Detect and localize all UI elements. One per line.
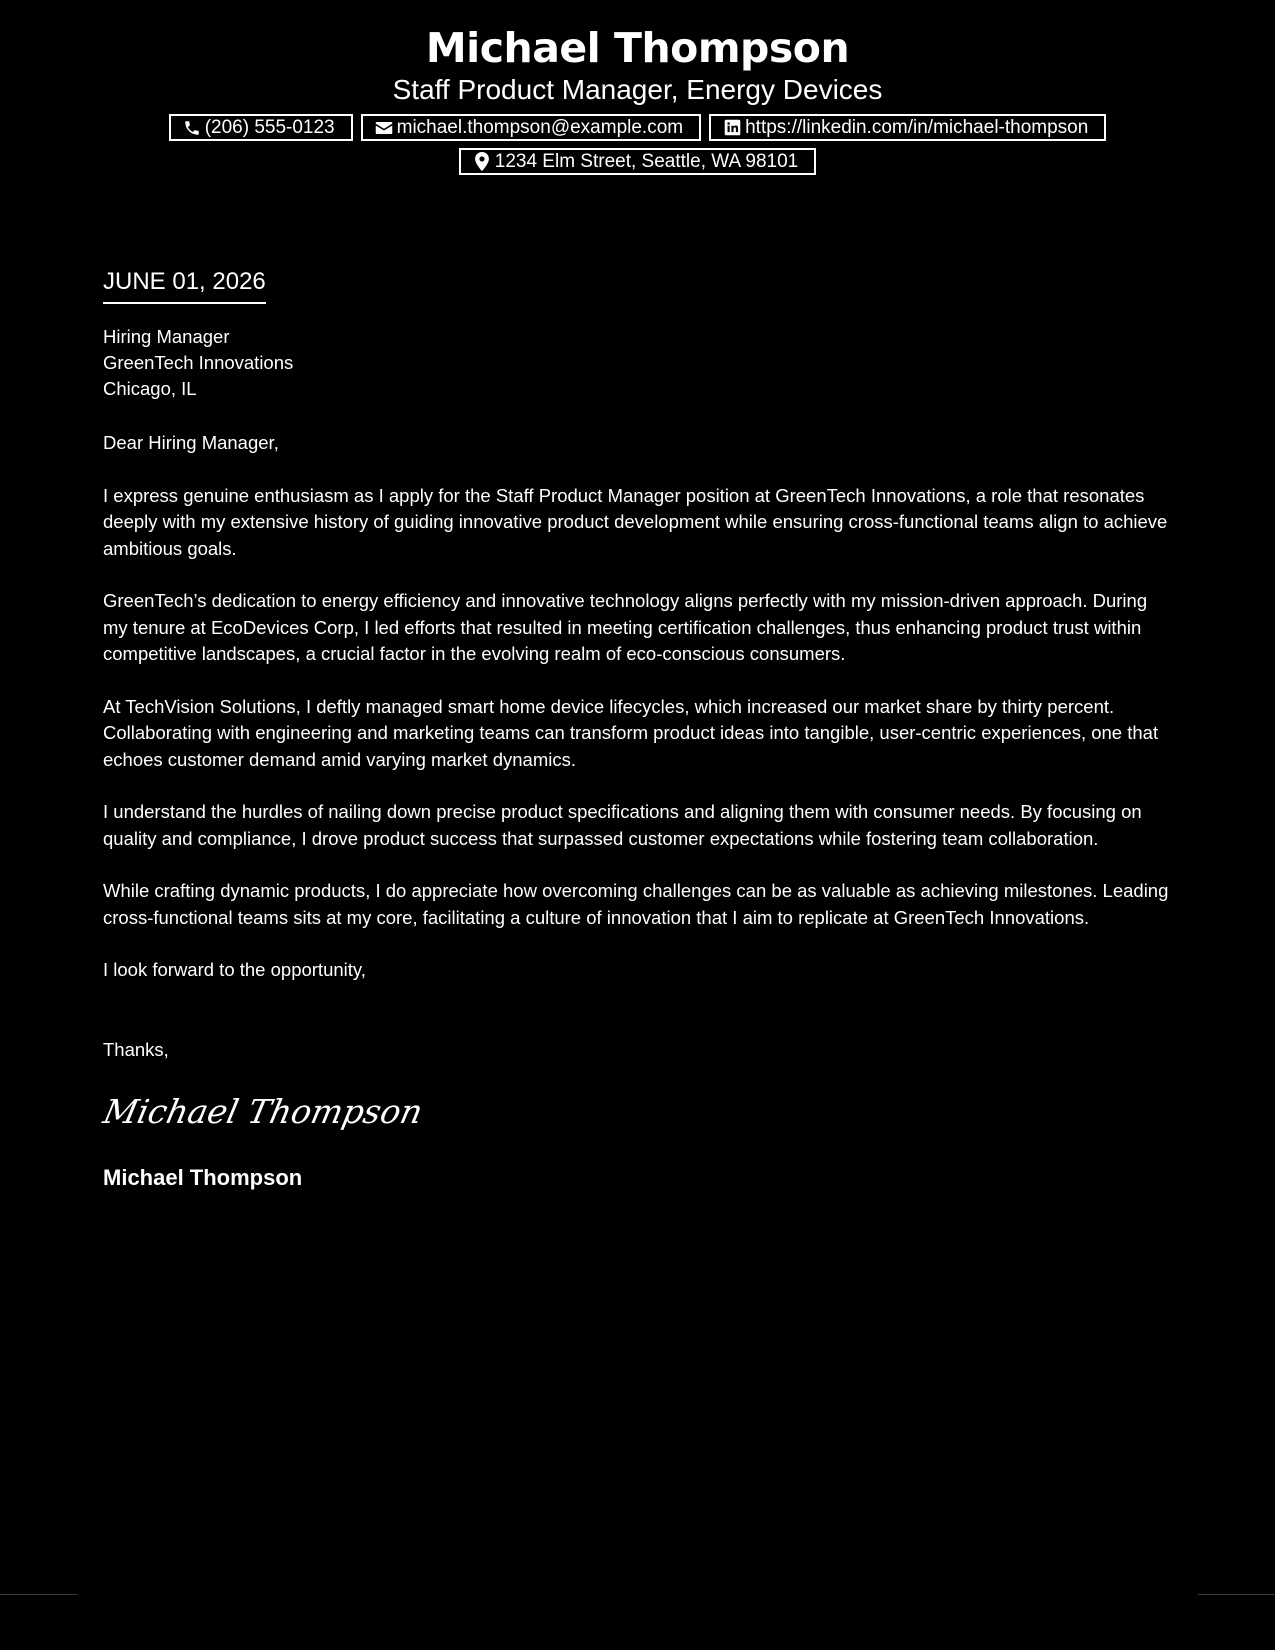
body-paragraph: At TechVision Solutions, I deftly managed smart home device lifecycles, which increased our market share by thirty percent. Collaborating with engineering and marketing teams can transform product ideas into tangible, user-centric experiences, one that echoes customer demand amid varying market dynamics. <box>103 695 1159 770</box>
body-paragraph: While crafting dynamic products, I do appreciate how overcoming challenges can be as valuable as achieving milestones. Leading cross-functional teams sits at my core, facilitating a culture of innovation that I aim to replicate at GreenTech Innovations. <box>103 880 1169 928</box>
contact-row <box>0 114 1275 141</box>
phone-chip[interactable] <box>169 114 353 141</box>
address-text: 1234 Elm Street, Seattle, WA 98101 <box>494 150 799 172</box>
contact-row-2 <box>0 148 1275 175</box>
recipient-line: GreenTech Innovations <box>103 352 294 373</box>
email-text: michael.thompson@example.com <box>396 116 684 138</box>
letter-date: JUNE 01, 2026 <box>103 266 266 304</box>
footer-rule-right <box>1198 1594 1275 1595</box>
letter-header <box>0 22 1275 175</box>
recipient-line: Chicago, IL <box>103 378 197 399</box>
signed-name: Michael Thompson <box>103 1165 303 1190</box>
applicant-name: Michael Thompson <box>425 24 850 72</box>
signature-text: Michael Thompson <box>100 1092 427 1131</box>
phone-icon <box>183 119 201 137</box>
address-chip[interactable] <box>459 148 816 175</box>
map-marker-icon <box>473 153 491 171</box>
linkedin-chip[interactable] <box>709 114 1106 141</box>
linkedin-text: https://linkedin.com/in/michael-thompson <box>745 116 1089 138</box>
letter-body <box>100 266 1173 1193</box>
body-paragraph: GreenTech’s dedication to energy efficiency and innovative technology aligns perfectly with my mission-driven approach. During my tenure at EcoDevices Corp, I led efforts that resulted in meeting certification challenges, thus enhancing product trust within competitive landscapes, a crucial factor in the evolving realm of eco-conscious consumers. <box>103 590 1148 664</box>
footer-rule-left <box>0 1594 77 1595</box>
email-chip[interactable] <box>361 114 701 141</box>
salutation: Dear Hiring Manager, <box>103 432 279 453</box>
envelope-icon <box>375 119 393 137</box>
body-paragraph: I express genuine enthusiasm as I apply for the Staff Product Manager position at GreenTech Innovations, a role that resonates deeply with my extensive history of guiding innovative product development while ensuring cross-functional teams align to achieve ambitious goals. <box>103 484 1168 559</box>
linkedin-icon <box>723 119 741 137</box>
signature-image <box>100 1089 1173 1139</box>
closing-line: I look forward to the opportunity, <box>103 959 366 980</box>
applicant-title: Staff Product Manager, Energy Devices <box>392 74 883 105</box>
phone-text: (206) 555-0123 <box>204 116 335 138</box>
recipient-line: Hiring Manager <box>103 326 230 347</box>
body-paragraph: I understand the hurdles of nailing down precise product specifications and aligning them with consumer needs. By focusing on quality and compliance, I drove product success that surpassed customer expectations while fostering team collaboration. <box>103 801 1142 849</box>
recipient-block <box>103 324 1173 402</box>
signoff: Thanks, <box>103 1038 169 1060</box>
